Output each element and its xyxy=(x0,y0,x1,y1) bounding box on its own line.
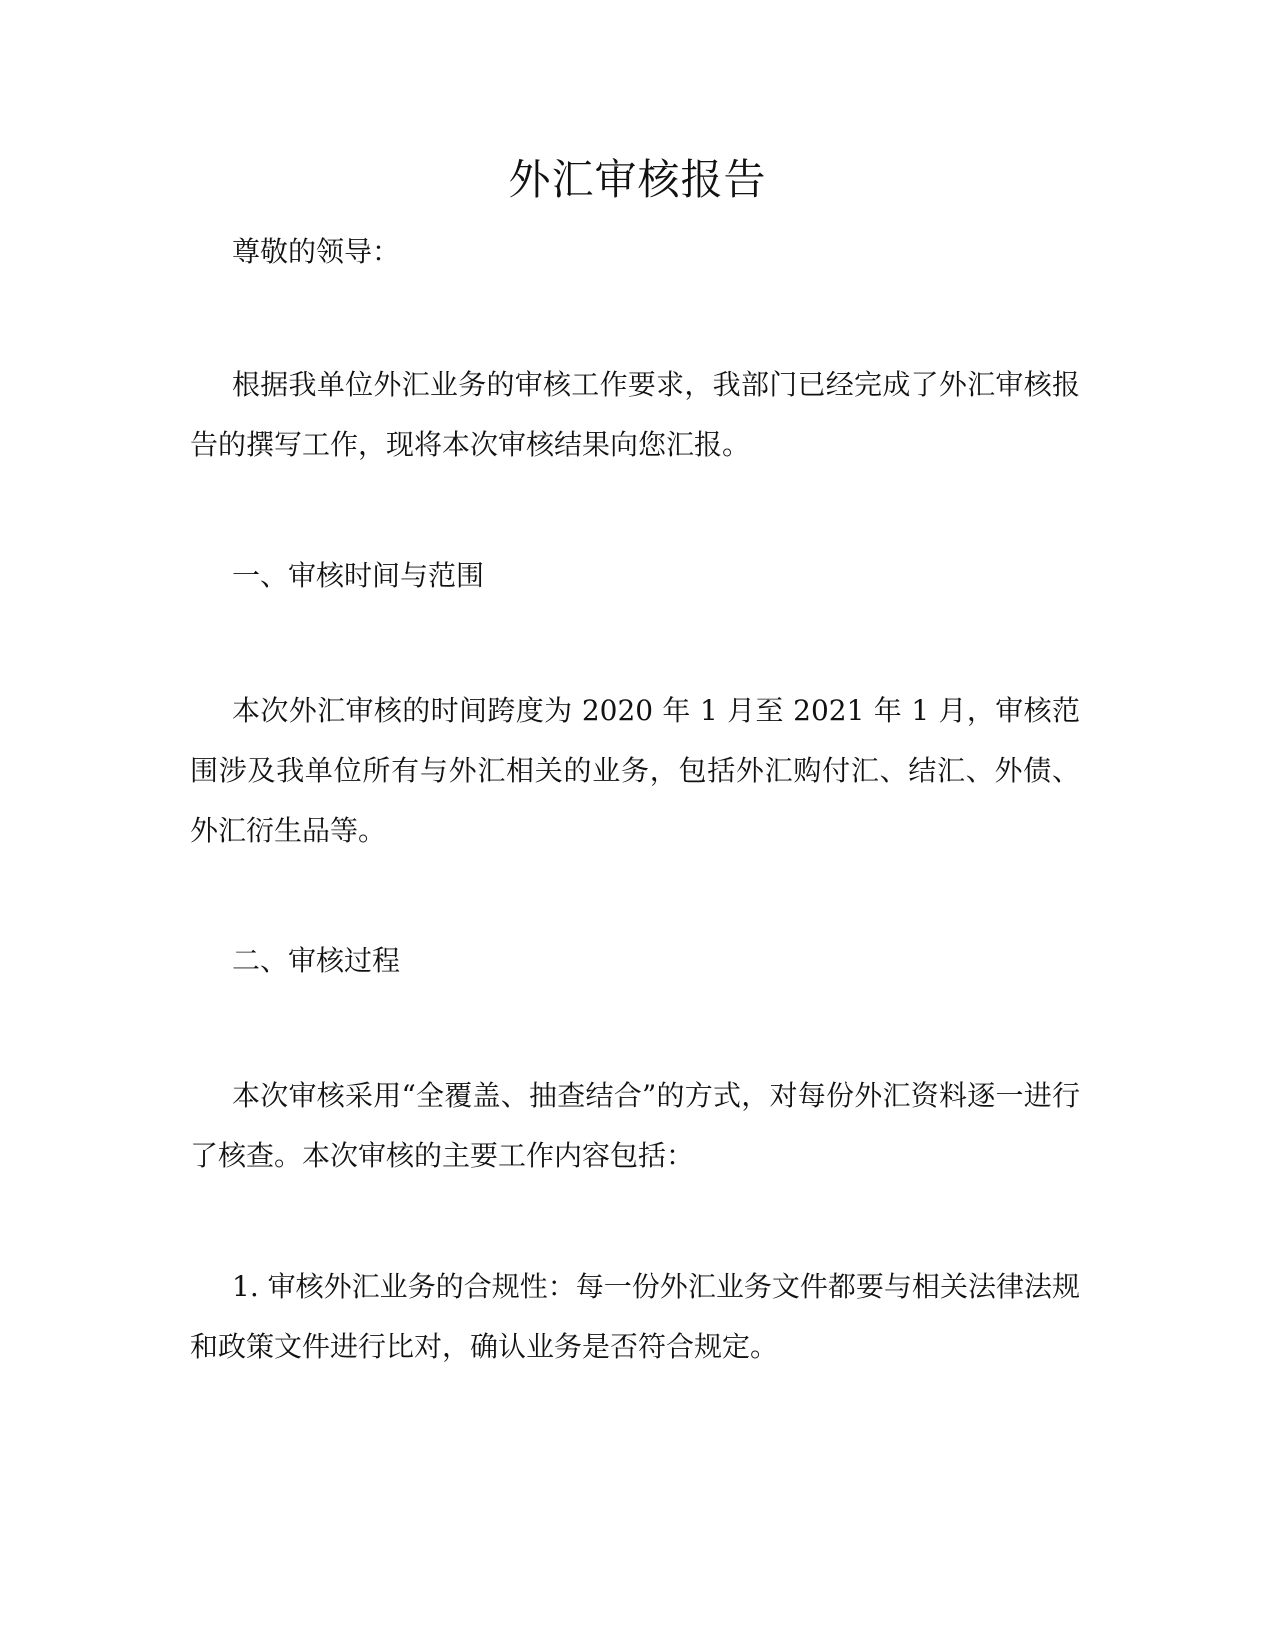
section-1-heading: 一、审核时间与范围 xyxy=(232,559,485,592)
salutation: 尊敬的领导： xyxy=(232,235,401,268)
list-item-1: 1. 审核外汇业务的合规性：每一份外汇业务文件都要与相关法律法规和政策文件进行比对，确认业务是否符合规定。 xyxy=(190,1270,1080,1363)
intro-paragraph: 根据我单位外汇业务的审核工作要求，我部门已经完成了外汇审核报告的撰写工作，现将本次审核结果向您汇报。 xyxy=(190,368,1080,461)
section-2-heading: 二、审核过程 xyxy=(232,944,401,977)
section-2-body: 本次审核采用“全覆盖、抽查结合”的方式，对每份外汇资料逐一进行了核查。本次审核的主要工作内容包括： xyxy=(190,1079,1080,1172)
document-title: 外汇审核报告 xyxy=(508,155,767,204)
section-1-body: 本次外汇审核的时间跨度为 2020 年 1 月至 2021 年 1 月，审核范围涉及我单位所有与外汇相关的业务，包括外汇购付汇、结汇、外债、外汇衍生品等。 xyxy=(190,694,1080,847)
